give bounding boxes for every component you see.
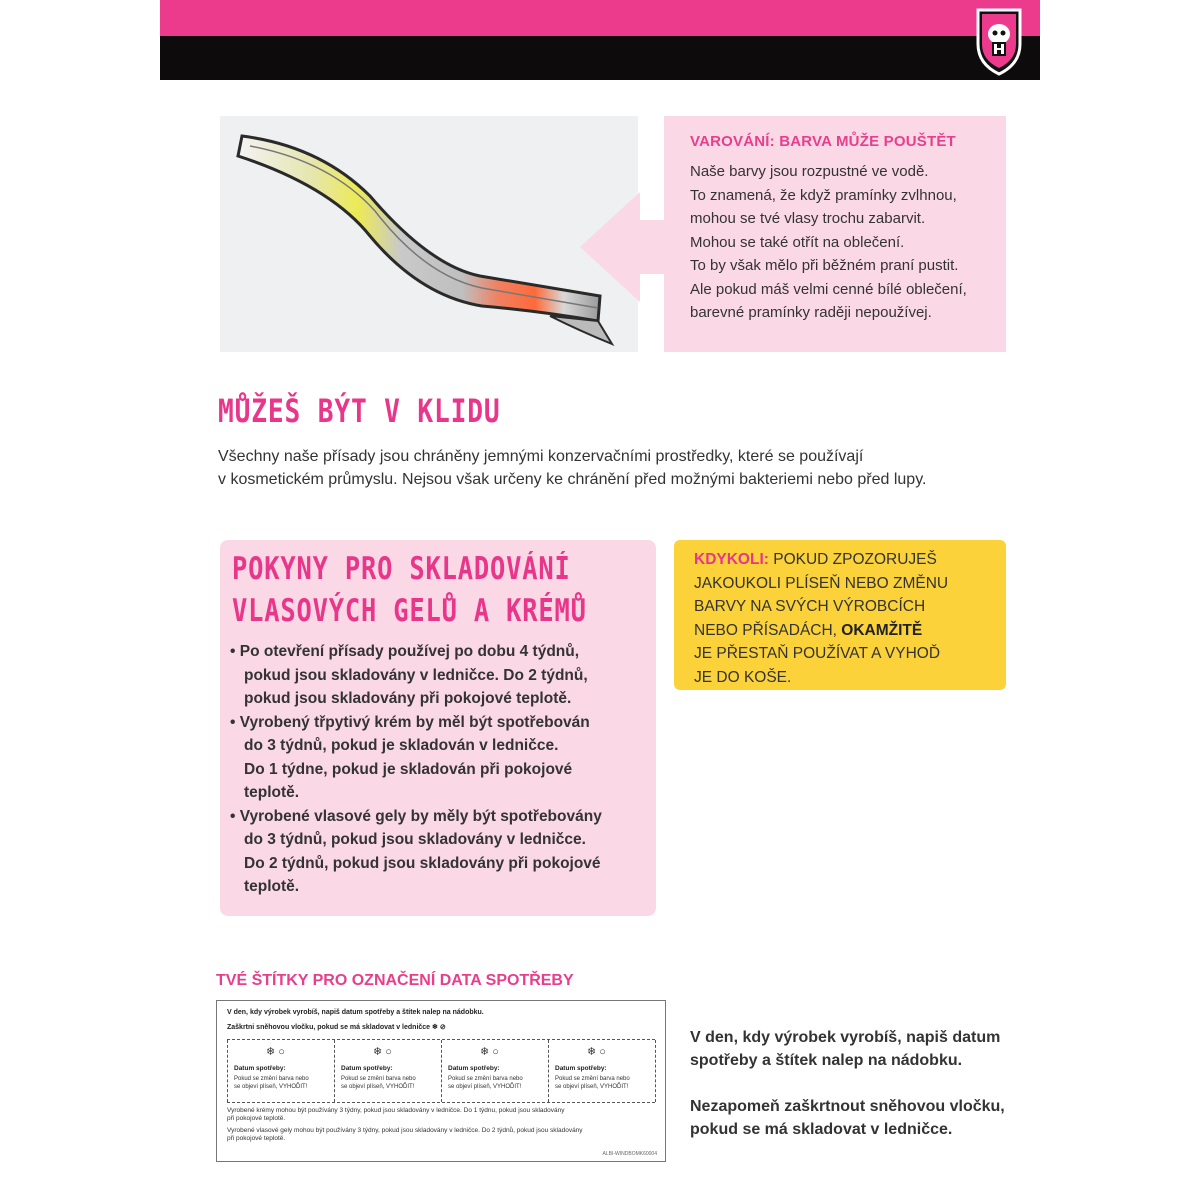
alert-line — [694, 619, 948, 643]
page — [160, 0, 1040, 1200]
calm-text — [218, 445, 926, 491]
hair-strand-illustration — [220, 116, 638, 352]
side-line — [690, 1072, 1005, 1095]
label-tag[interactable] — [441, 1040, 549, 1102]
bullet-line: pokud jsou skladovány při pokojové teplotě. — [244, 690, 572, 707]
tag-date-label: Datum spotřeby: — [341, 1065, 393, 1072]
alert-line: JE PŘESTAŇ POUŽÍVAT A VYHOĎ — [694, 645, 941, 662]
label-instruction-text: Zaškrtni sněhovou vločku, pokud se má skladovat v ledničce — [227, 1024, 431, 1031]
side-line: spotřeby a štítek nalep na nádobku. — [690, 1052, 963, 1069]
checkbox-icon: ⊘ — [439, 1024, 446, 1031]
label-footnote: při pokojové teplotě. — [227, 1135, 286, 1142]
storage-heading — [232, 548, 587, 632]
storage-bullets — [230, 640, 602, 899]
tag-text: Pokud se změní barva nebo — [448, 1076, 523, 1082]
label-footnote: při pokojové teplotě. — [227, 1115, 286, 1122]
side-line: Nezapomeň zaškrtnout sněhovou vločku, — [690, 1098, 1005, 1115]
snowflake-icon: ❄ ○ — [587, 1046, 606, 1058]
warning-line: mohou se tvé vlasy trochu zabarvit. — [690, 210, 926, 227]
labels-title: TVÉ ŠTÍTKY PRO OZNAČENÍ DATA SPOTŘEBY — [216, 972, 574, 989]
bullet-line: • Vyrobený třpytivý krém by měl být spotřebován — [230, 713, 590, 731]
bullet-line: • Vyrobené vlasové gely by měly být spotřebovány — [230, 807, 602, 825]
snowflake-icon: ❄ — [432, 1024, 438, 1031]
storage-heading-line: VLASOVÝCH GELŮ A KRÉMŮ — [232, 593, 587, 629]
tag-text: Pokud se změní barva nebo — [555, 1076, 630, 1082]
label-tag[interactable] — [334, 1040, 442, 1102]
warning-line: Naše barvy jsou rozpustné ve vodě. — [690, 163, 929, 180]
warning-text — [690, 160, 967, 325]
tag-date-label: Datum spotřeby: — [448, 1065, 500, 1072]
label-sheet — [216, 1000, 666, 1162]
warning-line: To by však mělo při běžném praní pustit. — [690, 257, 959, 274]
tag-text: se objeví plíseň, VYHOĎIT! — [341, 1084, 415, 1090]
label-tag[interactable] — [548, 1040, 656, 1102]
tag-text: Pokud se změní barva nebo — [341, 1076, 416, 1082]
bullet-line: teplotě. — [244, 878, 300, 895]
alert-line: JE DO KOŠE. — [694, 668, 792, 686]
warning-line: Mohou se také otřít na oblečení. — [690, 233, 905, 251]
calm-heading: MŮŽEŠ BÝT V KLIDU — [218, 392, 501, 430]
label-footnote: Vyrobené vlasové gely mohou být používány 3 týdny, pokud jsou skladovány v ledničce. Do 2 týdnů, pokud jsou skladovány — [227, 1127, 583, 1134]
label-instruction — [227, 1023, 446, 1031]
alert-text — [694, 548, 948, 689]
tag-date-label: Datum spotřeby: — [555, 1065, 607, 1072]
tag-text: Pokud se změní barva nebo — [234, 1076, 309, 1082]
arrow-left-icon — [580, 192, 670, 302]
bullet-line: Do 2 týdnů, pokud jsou skladovány při pokojové — [244, 854, 601, 872]
calm-line: v kosmetickém průmyslu. Nejsou však určeny ke chránění před možnými bakteriemi nebo před lupy. — [218, 471, 927, 488]
alert-line — [694, 548, 948, 572]
alert-keyword: KDYKOLI: — [694, 551, 769, 568]
tag-text: se objeví plíseň, VYHOĎIT! — [234, 1084, 308, 1090]
bullet-line: Do 1 týdne, pokud je skladován při pokojové — [244, 760, 573, 778]
bullet-line: do 3 týdnů, pokud jsou skladovány v ledničce. — [244, 831, 586, 848]
label-tag[interactable] — [227, 1040, 335, 1102]
tag-text: se objeví plíseň, VYHOĎIT! — [555, 1084, 629, 1090]
skull-crest-logo-icon — [972, 4, 1026, 76]
label-tags — [227, 1039, 655, 1103]
alert-line-pre: NEBO PŘÍSADÁCH, — [694, 621, 842, 639]
bullet-line: pokud jsou skladovány v ledničce. Do 2 týdnů, — [244, 666, 588, 684]
warning-title: VAROVÁNÍ: BARVA MŮŽE POUŠTĚT — [690, 133, 956, 150]
alert-bold-word: OKAMŽITĚ — [841, 621, 923, 639]
calm-line: Všechny naše přísady jsou chráněny jemnými konzervačními prostředky, které se používají — [218, 448, 864, 465]
hair-strand-icon — [220, 116, 638, 352]
header-black-band — [160, 36, 1040, 80]
label-code: ALBI-WINDBOMK60004 — [602, 1151, 657, 1157]
tag-date-label: Datum spotřeby: — [234, 1065, 286, 1072]
warning-line: Ale pokud máš velmi cenné bílé oblečení, — [690, 280, 967, 298]
snowflake-icon: ❄ ○ — [373, 1046, 392, 1058]
bullet-line: do 3 týdnů, pokud je skladován v ledničce. — [244, 737, 559, 754]
label-footnote: Vyrobené krémy mohou být používány 3 týdny, pokud jsou skladovány v ledničce. Do 1 týdnu, pokud jsou skladovány — [227, 1107, 565, 1114]
alert-line: BARVY NA SVÝCH VÝROBCÍCH — [694, 598, 926, 615]
header-pink-band — [160, 0, 1040, 36]
alert-line: JAKOUKOLI PLÍSEŇ NEBO ZMĚNU — [694, 574, 949, 592]
bullet-line: • Po otevření přísady používej po dobu 4 týdnů, — [230, 643, 580, 660]
tag-text: se objeví plíseň, VYHOĎIT! — [448, 1084, 522, 1090]
alert-line-rest: POKUD ZPOZORUJEŠ — [768, 551, 937, 568]
snowflake-icon: ❄ ○ — [480, 1046, 499, 1058]
labels-side-text — [690, 1026, 1005, 1141]
warning-line: To znamená, že když pramínky zvlhnou, — [690, 186, 957, 204]
side-line: pokud se má skladovat v ledničce. — [690, 1121, 953, 1138]
side-line: V den, kdy výrobek vyrobíš, napiš datum — [690, 1029, 1001, 1046]
bullet-line: teplotě. — [244, 784, 300, 801]
snowflake-icon: ❄ ○ — [266, 1046, 285, 1058]
storage-heading-line: POKYNY PRO SKLADOVÁNÍ — [232, 551, 571, 587]
label-instruction: V den, kdy výrobek vyrobíš, napiš datum spotřeby a štítek nalep na nádobku. — [227, 1009, 484, 1016]
warning-line: barevné pramínky raději nepoužívej. — [690, 304, 932, 321]
